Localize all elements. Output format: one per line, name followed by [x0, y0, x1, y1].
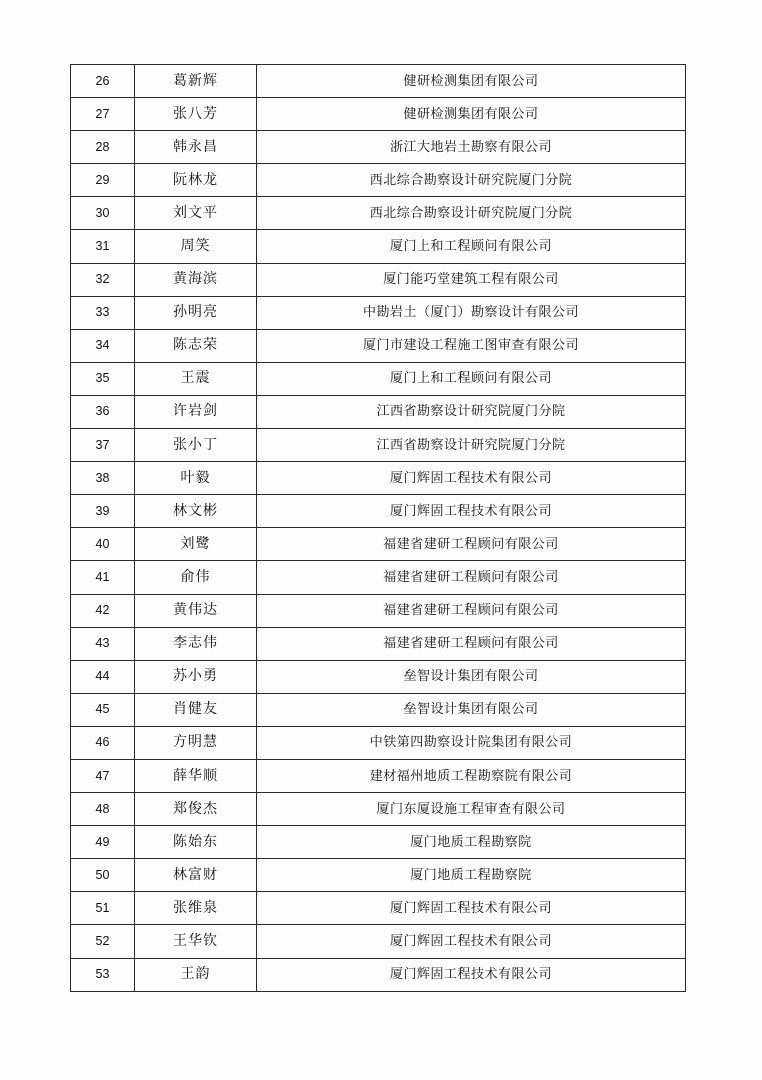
- row-number: 30: [71, 197, 135, 230]
- row-number: 26: [71, 65, 135, 98]
- row-number: 50: [71, 859, 135, 892]
- roster-table: [70, 64, 686, 992]
- row-number: 41: [71, 561, 135, 594]
- row-number: 38: [71, 462, 135, 495]
- table-row: [71, 395, 686, 428]
- table-row: [71, 462, 686, 495]
- table-row: [71, 197, 686, 230]
- organization-name: 厦门上和工程顾问有限公司: [257, 230, 686, 263]
- row-number: 37: [71, 429, 135, 462]
- person-name: 黄海滨: [135, 263, 257, 296]
- table-row: [71, 594, 686, 627]
- row-number: 27: [71, 98, 135, 131]
- organization-name: 厦门能巧堂建筑工程有限公司: [257, 263, 686, 296]
- organization-name: 厦门辉固工程技术有限公司: [257, 892, 686, 925]
- person-name: 陈志荣: [135, 329, 257, 362]
- person-name: 张小丁: [135, 429, 257, 462]
- row-number: 53: [71, 958, 135, 991]
- row-number: 45: [71, 693, 135, 726]
- person-name: 林富财: [135, 859, 257, 892]
- row-number: 39: [71, 495, 135, 528]
- table-row: [71, 759, 686, 792]
- organization-name: 厦门辉固工程技术有限公司: [257, 925, 686, 958]
- table-row: [71, 362, 686, 395]
- row-number: 42: [71, 594, 135, 627]
- organization-name: 垒智设计集团有限公司: [257, 693, 686, 726]
- table-row: [71, 826, 686, 859]
- table-row: [71, 65, 686, 98]
- row-number: 33: [71, 296, 135, 329]
- organization-name: 福建省建研工程顾问有限公司: [257, 561, 686, 594]
- row-number: 52: [71, 925, 135, 958]
- table-row: [71, 98, 686, 131]
- row-number: 32: [71, 263, 135, 296]
- person-name: 王华钦: [135, 925, 257, 958]
- organization-name: 厦门辉固工程技术有限公司: [257, 958, 686, 991]
- table-row: [71, 627, 686, 660]
- table-row: [71, 528, 686, 561]
- table-row: [71, 164, 686, 197]
- table-row: [71, 958, 686, 991]
- table-row: [71, 925, 686, 958]
- table-row: [71, 263, 686, 296]
- table-row: [71, 859, 686, 892]
- organization-name: 西北综合勘察设计研究院厦门分院: [257, 164, 686, 197]
- person-name: 张维泉: [135, 892, 257, 925]
- organization-name: 厦门市建设工程施工图审查有限公司: [257, 329, 686, 362]
- organization-name: 福建省建研工程顾问有限公司: [257, 528, 686, 561]
- table-row: [71, 230, 686, 263]
- table-row: [71, 726, 686, 759]
- person-name: 李志伟: [135, 627, 257, 660]
- row-number: 51: [71, 892, 135, 925]
- organization-name: 福建省建研工程顾问有限公司: [257, 594, 686, 627]
- table-row: [71, 693, 686, 726]
- organization-name: 中勘岩土（厦门）勘察设计有限公司: [257, 296, 686, 329]
- row-number: 47: [71, 759, 135, 792]
- organization-name: 厦门上和工程顾问有限公司: [257, 362, 686, 395]
- row-number: 35: [71, 362, 135, 395]
- person-name: 肖健友: [135, 693, 257, 726]
- table-row: [71, 296, 686, 329]
- table-row: [71, 793, 686, 826]
- row-number: 48: [71, 793, 135, 826]
- person-name: 薛华顺: [135, 759, 257, 792]
- organization-name: 浙江大地岩土勘察有限公司: [257, 131, 686, 164]
- organization-name: 厦门地质工程勘察院: [257, 859, 686, 892]
- person-name: 林文彬: [135, 495, 257, 528]
- organization-name: 中铁第四勘察设计院集团有限公司: [257, 726, 686, 759]
- table-row: [71, 429, 686, 462]
- table-row: [71, 329, 686, 362]
- organization-name: 福建省建研工程顾问有限公司: [257, 627, 686, 660]
- person-name: 周笑: [135, 230, 257, 263]
- person-name: 王震: [135, 362, 257, 395]
- organization-name: 江西省勘察设计研究院厦门分院: [257, 395, 686, 428]
- row-number: 29: [71, 164, 135, 197]
- row-number: 46: [71, 726, 135, 759]
- person-name: 阮林龙: [135, 164, 257, 197]
- row-number: 28: [71, 131, 135, 164]
- person-name: 俞伟: [135, 561, 257, 594]
- roster-table-body: [71, 65, 686, 992]
- organization-name: 垒智设计集团有限公司: [257, 660, 686, 693]
- organization-name: 健研检测集团有限公司: [257, 65, 686, 98]
- row-number: 40: [71, 528, 135, 561]
- organization-name: 厦门地质工程勘察院: [257, 826, 686, 859]
- organization-name: 建材福州地质工程勘察院有限公司: [257, 759, 686, 792]
- row-number: 31: [71, 230, 135, 263]
- row-number: 49: [71, 826, 135, 859]
- person-name: 刘鹭: [135, 528, 257, 561]
- person-name: 葛新辉: [135, 65, 257, 98]
- person-name: 刘文平: [135, 197, 257, 230]
- row-number: 44: [71, 660, 135, 693]
- table-row: [71, 495, 686, 528]
- table-row: [71, 131, 686, 164]
- person-name: 张八芳: [135, 98, 257, 131]
- row-number: 36: [71, 395, 135, 428]
- organization-name: 厦门辉固工程技术有限公司: [257, 462, 686, 495]
- organization-name: 厦门东厦设施工程审查有限公司: [257, 793, 686, 826]
- person-name: 郑俊杰: [135, 793, 257, 826]
- person-name: 孙明亮: [135, 296, 257, 329]
- organization-name: 厦门辉固工程技术有限公司: [257, 495, 686, 528]
- row-number: 34: [71, 329, 135, 362]
- table-row: [71, 660, 686, 693]
- person-name: 陈始东: [135, 826, 257, 859]
- organization-name: 西北综合勘察设计研究院厦门分院: [257, 197, 686, 230]
- person-name: 苏小勇: [135, 660, 257, 693]
- person-name: 王韵: [135, 958, 257, 991]
- person-name: 叶毅: [135, 462, 257, 495]
- person-name: 韩永昌: [135, 131, 257, 164]
- organization-name: 江西省勘察设计研究院厦门分院: [257, 429, 686, 462]
- organization-name: 健研检测集团有限公司: [257, 98, 686, 131]
- person-name: 方明慧: [135, 726, 257, 759]
- person-name: 许岩剑: [135, 395, 257, 428]
- row-number: 43: [71, 627, 135, 660]
- table-row: [71, 561, 686, 594]
- table-row: [71, 892, 686, 925]
- person-name: 黄伟达: [135, 594, 257, 627]
